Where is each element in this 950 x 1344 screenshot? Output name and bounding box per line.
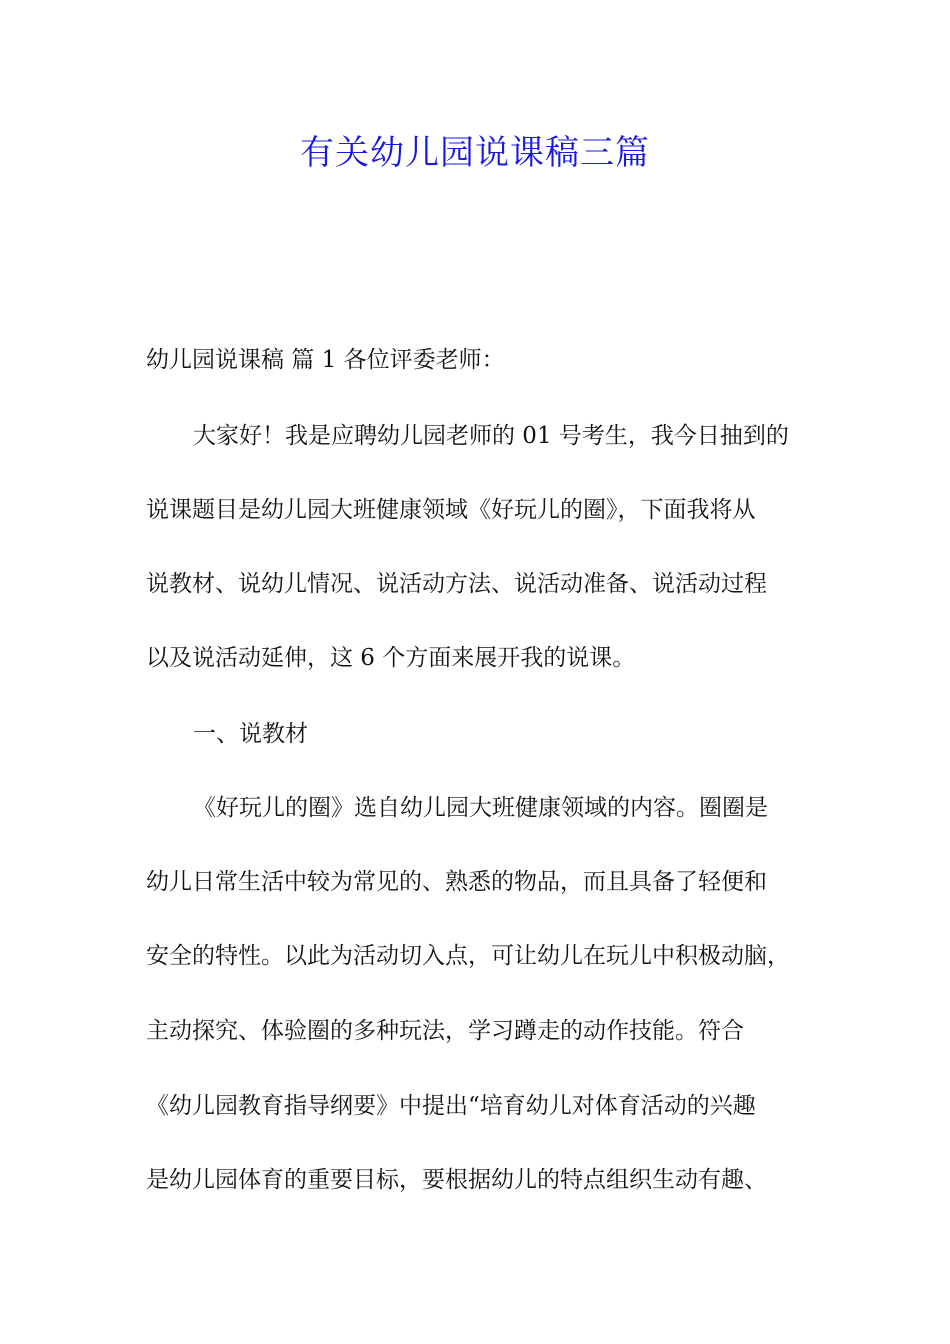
paragraph-line: 说教材、说幼儿情况、说活动方法、说活动准备、说活动过程 [146,571,767,597]
section-heading-line: 幼儿园说课稿 篇 1 各位评委老师： [146,347,505,373]
paragraph-line: 说课题目是幼儿园大班健康领域《好玩儿的圈》，下面我将从 [146,497,756,523]
paragraph-line: 大家好！我是应聘幼儿园老师的 01 号考生，我今日抽到的 [193,423,789,449]
paragraph-line: 是幼儿园体育的重要目标，要根据幼儿的特点组织生动有趣、 [146,1167,767,1193]
paragraph-line: 主动探究、体验圈的多种玩法，学习蹲走的动作技能。符合 [146,1018,744,1044]
paragraph-line: 安全的特性。以此为活动切入点，可让幼儿在玩儿中积极动脑， [146,943,790,969]
paragraph-line: 《好玩儿的圈》选自幼儿园大班健康领域的内容。圈圈是 [193,795,768,821]
paragraph-line: 《幼儿园教育指导纲要》中提出“培育幼儿对体育活动的兴趣 [146,1093,756,1119]
paragraph-line: 以及说活动延伸，这 6 个方面来展开我的说课。 [146,645,636,671]
document-title: 有关幼儿园说课稿三篇 [300,133,650,173]
subsection-heading: 一、说教材 [193,721,308,747]
paragraph-line: 幼儿日常生活中较为常见的、熟悉的物品，而且具备了轻便和 [146,869,767,895]
